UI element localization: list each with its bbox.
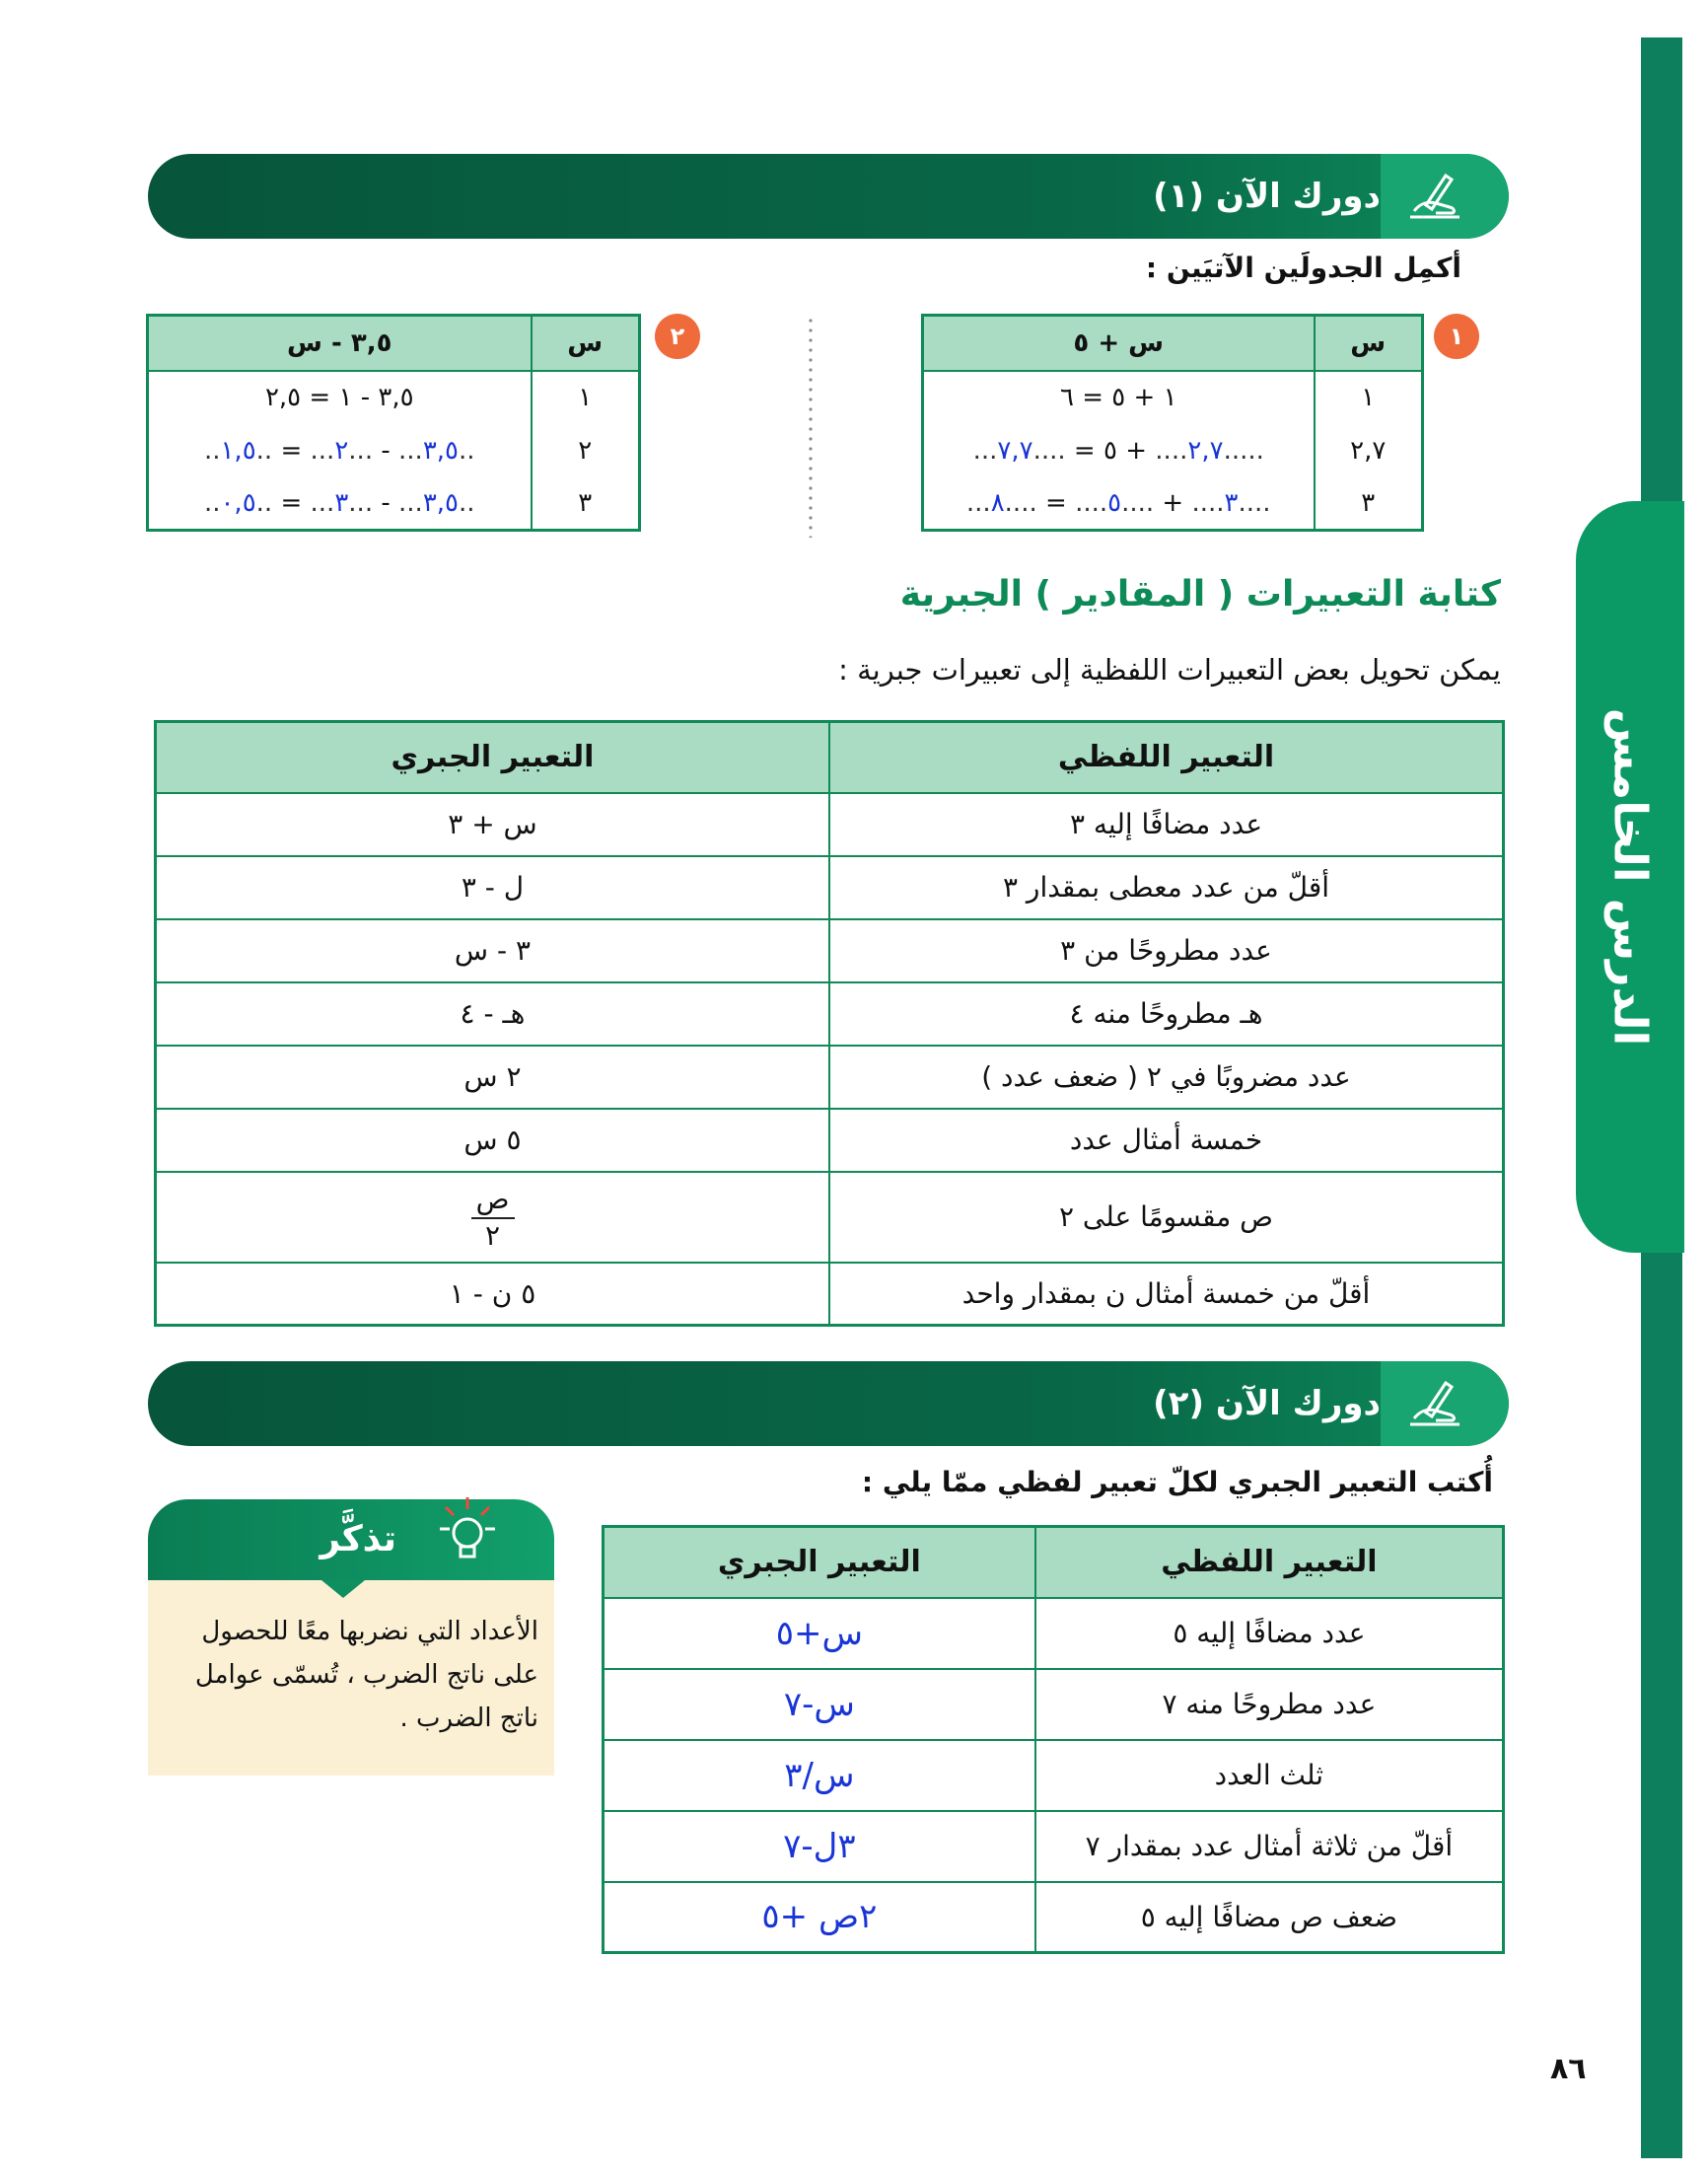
- handwritten-answer: س+٥: [775, 1613, 863, 1653]
- lesson-tab: [1576, 501, 1684, 1253]
- table1-number-badge: ١: [1434, 314, 1479, 359]
- algebraic-cell: ٥ س: [156, 1109, 830, 1172]
- handwritten-answer: ١,٥: [220, 435, 256, 466]
- exercise-table: [602, 1525, 1505, 1954]
- verbal-cell: أقلّ من خمسة أمثال ن بمقدار واحد: [829, 1263, 1504, 1326]
- remember-body: [148, 1580, 554, 1776]
- table1-row2-expr: .....٢,٧.... + ٥ = ....٧,٧...: [923, 424, 1315, 477]
- intro-text: يمكن تحويل بعض التعبيرات اللفظية إلى تعبيرات جبرية :: [838, 653, 1501, 687]
- banner-your-turn-1: [148, 154, 1509, 239]
- remember-header: [148, 1499, 554, 1580]
- table1-row3-x: ٣: [1315, 477, 1423, 531]
- algebraic-cell: س + ٣: [156, 793, 830, 856]
- table1-header-expr: س + ٥: [923, 316, 1315, 371]
- remember-text: الأعداد التي نضربها معًا للحصول على ناتج الضرب ، تُسمّى عوامل ناتج الضرب .: [194, 1617, 538, 1733]
- verbal-cell: ضعف ص مضافًا إليه ٥: [1035, 1882, 1504, 1953]
- handwritten-answer: ٧,٧: [997, 435, 1033, 466]
- section-heading: كتابة التعبيرات ( المقادير ) الجبرية: [899, 574, 1501, 615]
- algebraic-cell: ٣ - س: [156, 919, 830, 982]
- verbal-cell: أقلّ من عدد معطى بمقدار ٣: [829, 856, 1504, 919]
- answer-cell: [604, 1669, 1035, 1740]
- handwritten-answer: ٠,٥: [220, 487, 256, 518]
- handwritten-answer: ٨: [990, 487, 1005, 518]
- handwritten-answer: س-٧: [783, 1684, 855, 1724]
- verbal-cell: أقلّ من ثلاثة أمثال عدد بمقدار ٧: [1035, 1811, 1504, 1882]
- table2-row3-x: ٣: [532, 477, 640, 531]
- verbal-cell: عدد مضافًا إليه ٥: [1035, 1598, 1504, 1669]
- algebraic-cell: ٢ س: [156, 1046, 830, 1109]
- table-x-plus-5: [921, 314, 1424, 532]
- expressions-table: [154, 720, 1505, 1327]
- table-3-5-minus-x: [146, 314, 641, 532]
- verbal-cell: عدد مطروحًا منه ٧: [1035, 1669, 1504, 1740]
- table1-row2-x: ٢,٧: [1315, 424, 1423, 477]
- answer-cell: [604, 1882, 1035, 1953]
- answer-cell: [604, 1598, 1035, 1669]
- fraction-denominator: ٢: [484, 1218, 501, 1252]
- banner-title: دورك الآن (١): [1153, 177, 1381, 216]
- remember-box: [148, 1499, 554, 1776]
- writing-hand-icon: [1406, 168, 1463, 225]
- verbal-cell: عدد مضافًا إليه ٣: [829, 793, 1504, 856]
- instruction-1: أكمِل الجدولَين الآتيَين :: [1145, 252, 1461, 284]
- table2-number-badge: ٢: [655, 314, 700, 359]
- verbal-cell: هـ مطروحًا منه ٤: [829, 982, 1504, 1046]
- handwritten-answer: ٣: [1224, 487, 1239, 518]
- verbal-cell: عدد مضروبًا في ٢ ( ضعف عدد ): [829, 1046, 1504, 1109]
- writing-hand-icon: [1406, 1375, 1463, 1432]
- handwritten-answer: ٣ل-٧: [783, 1826, 856, 1866]
- verbal-cell: عدد مطروحًا من ٣: [829, 919, 1504, 982]
- table2-row3-expr: ..٣,٥... - ...٣... = ..٠,٥..: [148, 477, 532, 531]
- header-algebraic: التعبير الجبري: [156, 722, 830, 793]
- table1-row1-expr: ١ + ٥ = ٦: [923, 371, 1315, 424]
- algebraic-cell: ٥ ن - ١: [156, 1263, 830, 1326]
- verbal-cell: ص مقسومًا على ٢: [829, 1172, 1504, 1263]
- header-verbal: التعبير اللفظي: [829, 722, 1504, 793]
- table2-row2-x: ٢: [532, 424, 640, 477]
- header-verbal: التعبير اللفظي: [1035, 1527, 1504, 1598]
- handwritten-answer: ٣,٥: [422, 487, 460, 518]
- verbal-cell: ثلث العدد: [1035, 1740, 1504, 1811]
- table2-row1-x: ١: [532, 371, 640, 424]
- table2-row1-expr: ٣,٥ - ١ = ٢,٥: [148, 371, 532, 424]
- algebraic-cell: ل - ٣: [156, 856, 830, 919]
- handwritten-answer: ٢ص +٥: [761, 1897, 878, 1937]
- fraction: [471, 1182, 515, 1252]
- lesson-label: الدرس الخامس: [1603, 707, 1657, 1047]
- handwritten-answer: ٣: [334, 487, 349, 518]
- handwritten-answer: س/٣: [784, 1755, 855, 1795]
- banner-title: دورك الآن (٢): [1153, 1384, 1381, 1423]
- fraction-numerator: ص: [475, 1182, 510, 1215]
- handwritten-answer: ٣,٥: [422, 435, 460, 466]
- handwritten-answer: ٢: [334, 435, 349, 466]
- lightbulb-icon: [436, 1489, 499, 1570]
- handwritten-answer: ٢,٧: [1187, 435, 1224, 466]
- table1-row1-x: ١: [1315, 371, 1423, 424]
- remember-title: تذكَّر: [320, 1519, 396, 1559]
- dotted-separator: [809, 316, 813, 538]
- answer-cell: [604, 1811, 1035, 1882]
- instruction-2: أُكتب التعبير الجبري لكلّ تعبير لفظي ممّا يلي :: [861, 1466, 1493, 1498]
- verbal-cell: خمسة أمثال عدد: [829, 1109, 1504, 1172]
- answer-cell: [604, 1740, 1035, 1811]
- table2-header-expr: ٣,٥ - س: [148, 316, 532, 371]
- algebraic-cell-fraction: [156, 1172, 830, 1263]
- page-number: ٨٦: [1550, 2052, 1587, 2086]
- algebraic-cell: هـ - ٤: [156, 982, 830, 1046]
- table1-header-x: س: [1315, 316, 1423, 371]
- table2-row2-expr: ..٣,٥... - ...٢... = ..١,٥..: [148, 424, 532, 477]
- table2-header-x: س: [532, 316, 640, 371]
- header-algebraic: التعبير الجبري: [604, 1527, 1035, 1598]
- handwritten-answer: ٥: [1107, 487, 1122, 518]
- table1-row3-expr: ....٣.... + ....٥.... = ....٨...: [923, 477, 1315, 531]
- banner-your-turn-2: [148, 1361, 1509, 1446]
